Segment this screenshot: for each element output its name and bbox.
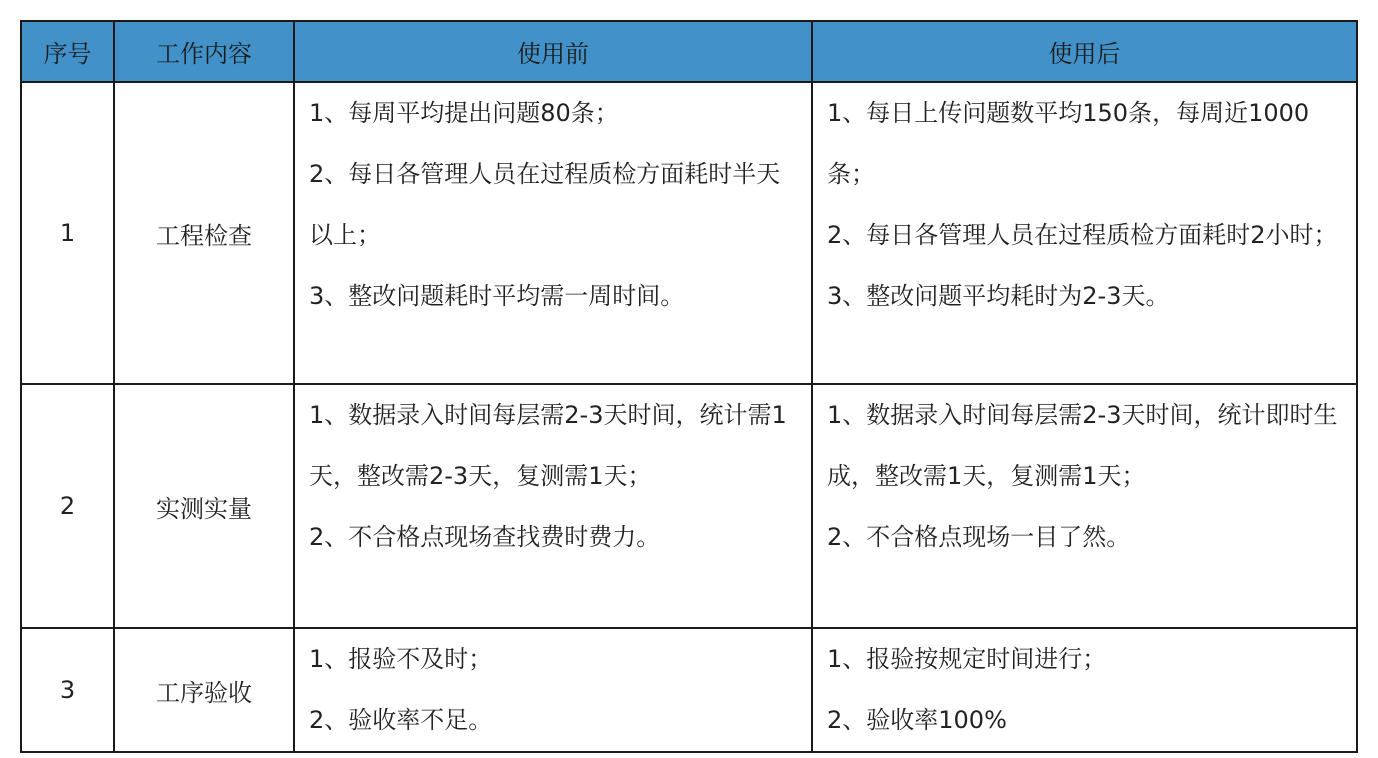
before-item: 3、整改问题耗时平均需一周时间。 [309, 282, 685, 310]
after-item: 3、整改问题平均耗时为2-3天。 [827, 282, 1170, 310]
row-after [812, 82, 1357, 384]
row-before [294, 82, 812, 384]
before-item: 1、报验不及时； [309, 645, 493, 673]
header-after: 使用后 [812, 21, 1357, 82]
after-item: 1、数据录入时间每层需2-3天时间，统计即时生成，整改需1天，复测需1天； [827, 401, 1338, 490]
header-before: 使用前 [294, 21, 812, 82]
row-number: 2 [21, 384, 114, 628]
row-number: 1 [21, 82, 114, 384]
row-after [812, 628, 1357, 752]
header-task: 工作内容 [114, 21, 294, 82]
after-item: 2、每日各管理人员在过程质检方面耗时2小时； [827, 221, 1338, 249]
table-row [21, 82, 1357, 384]
before-item: 2、每日各管理人员在过程质检方面耗时半天以上； [309, 160, 781, 249]
header-row [21, 21, 1357, 82]
row-task: 工程检查 [114, 82, 294, 384]
after-item: 1、每日上传问题数平均150条，每周近1000条； [827, 99, 1310, 188]
row-number: 3 [21, 628, 114, 752]
after-item: 2、不合格点现场一目了然。 [827, 523, 1131, 551]
table-row [21, 384, 1357, 628]
comparison-table [20, 20, 1358, 753]
row-task: 工序验收 [114, 628, 294, 752]
row-after [812, 384, 1357, 628]
row-task: 实测实量 [114, 384, 294, 628]
before-item: 1、每周平均提出问题80条； [309, 99, 619, 127]
before-item: 1、数据录入时间每层需2-3天时间，统计需1天，整改需2-3天，复测需1天； [309, 401, 787, 490]
after-item: 1、报验按规定时间进行； [827, 645, 1107, 673]
table-row [21, 628, 1357, 752]
after-item: 2、验收率100% [827, 706, 1007, 734]
before-item: 2、验收率不足。 [309, 706, 493, 734]
header-no: 序号 [21, 21, 114, 82]
before-item: 2、不合格点现场查找费时费力。 [309, 523, 661, 551]
row-before [294, 628, 812, 752]
row-before [294, 384, 812, 628]
